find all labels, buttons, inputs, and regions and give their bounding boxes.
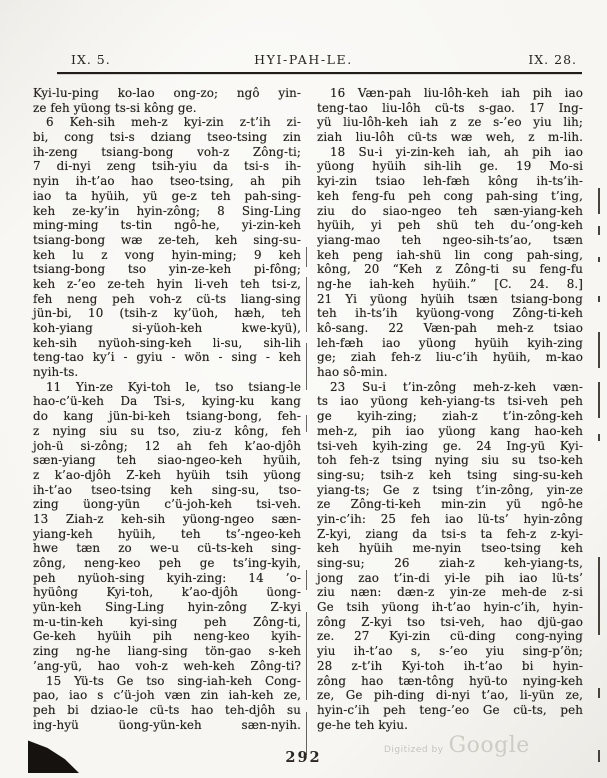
text-line: 11 Yin-ze Kyi-toh le, tso tsiang-le: [46, 379, 301, 394]
column-divider-dash: [306, 570, 307, 590]
text-line: hao sô-min.: [317, 365, 388, 380]
text-line: ge-he teh kyiu.: [317, 717, 409, 732]
text-line: joh-ü si-zông; 12 ah feh k’ao-djôh: [33, 438, 301, 453]
page-edge-dash: [598, 332, 600, 368]
text-line: peh nyüoh-sing kyih-zing: 14 ’o-: [33, 570, 301, 585]
text-line: ge; ziah feh-z liu-c’ih hyüih, m-kao: [317, 350, 583, 365]
text-line: teng-tao ky’i - gyiu - wön - sing - keh: [33, 350, 301, 365]
column-divider-dash: [306, 343, 307, 390]
text-line: yiang-ts; Ge z tsing t’in-zông, yin-ze: [317, 482, 583, 497]
text-line: ge kyih-zing; ziah-z t’in-zông-keh: [317, 409, 583, 424]
text-line: koh-yiang si-yüoh-keh kwe-kyü),: [33, 321, 301, 335]
text-line: 21 Yi yüong hyüih tsæn tsiang-bong: [317, 291, 583, 306]
left-text-column: [33, 86, 301, 732]
text-line: peh bi dziao-le cü-ts hao teh-djôh su: [33, 702, 301, 717]
text-line: keh z-’eo ze-teh hyin li-veh teh tsi-z,: [33, 276, 301, 291]
text-line: ze Zông-ti-keh min-zin yü ngô-he: [317, 497, 583, 512]
watermark-prefix-text: Digitized by: [384, 745, 444, 755]
google-logo-watermark: Google: [448, 733, 530, 758]
right-text-column: [317, 86, 583, 732]
text-line: hwe tæn zo we-u cü-ts-keh sing-: [33, 541, 301, 556]
text-line: tsiang-bong tso yin-ze-keh pi-fông;: [33, 262, 301, 277]
text-line: hyüông Kyi-toh, k’ao-djôh üong-: [33, 585, 301, 600]
chapter-verse-ref-right: IX. 28.: [528, 52, 577, 67]
book-title: HYI-PAH-LE.: [254, 52, 353, 67]
column-divider-dash: [306, 247, 307, 267]
text-line: 18 Su-i yi-zin-keh iah, ah pih iao: [330, 144, 583, 159]
text-line: Ge tsih yüong ih-t’ao hyin-c’ih, hyin-: [317, 600, 583, 615]
text-line: sing-su; 26 ziah-z keh-yiang-ts,: [317, 556, 583, 570]
text-line: zông hao tæn-tông hyü-to nying-keh: [317, 673, 583, 688]
text-line: ze, Ge pih-ding di-nyi t’ao, li-yün ze,: [317, 688, 583, 703]
text-line: 28 z-t’ih Kyi-toh ih-t’ao bi hyin-: [317, 658, 583, 673]
text-line: keh feng-fu peh cong pah-sing t’ing,: [317, 188, 583, 203]
text-line: toh feh-z tsing nying siu su tso-keh: [317, 453, 583, 468]
text-line: meh-z, pih iao yüong kang hao-keh: [317, 423, 583, 438]
text-line: yün-keh Sing-Ling hyin-zông Z-kyi: [33, 600, 301, 615]
text-line: teh ih-ts’ih kyüong-vong Zông-ti-keh: [317, 306, 583, 321]
page-edge-dash: [598, 188, 600, 214]
text-line: feh neng peh voh-z cü-ts liang-sing: [33, 291, 301, 306]
text-line: nyin ih-t’ao hao tseo-tsing, ah pih: [33, 174, 301, 189]
text-line: ziu do siao-ngeo teh sæn-yiang-keh: [317, 203, 583, 218]
text-line: ’ang-yü, hao voh-z weh-keh Zông-ti?: [33, 658, 301, 673]
page-edge-dash: [598, 296, 600, 302]
text-line: tsi-veh kyih-zing ge. 24 Ing-yü Kyi-: [317, 438, 583, 453]
text-line: yin-c’ih: 25 feh iao lü-ts’ hyin-zông: [317, 511, 583, 526]
text-line: keh ze-ky’in hyin-zông; 8 Sing-Ling: [33, 203, 301, 218]
text-line: yü liu-lôh-keh iah z ze s-’eo yiu lih;: [317, 115, 583, 130]
text-line: yüong hyüih sih-lih ge. 19 Mo-si: [317, 159, 583, 174]
text-line: leh-fæh iao yüong hyüih kyih-zing: [317, 335, 583, 350]
text-line: ih-t’ao tseo-tsing keh sing-su, tso-: [33, 482, 301, 497]
text-line: iao ta hyüih, yü ge-z teh pah-sing-: [33, 188, 301, 203]
text-line: zông, neng-keo peh ge ts’ing-kyih,: [33, 556, 301, 570]
text-line: jün-bi, 10 (tsih-z ky’üoh, hæh, teh: [33, 306, 301, 321]
text-line: 13 Ziah-z keh-sih yüong-ngeo sæn-: [33, 511, 301, 526]
text-line: z k’ao-djôh Z-keh hyüih tsih yüong: [33, 467, 301, 482]
header-rule: [57, 72, 582, 74]
text-line: m-u-tin-keh kyi-sing peh Zông-ti,: [33, 614, 301, 629]
text-line: pao, iao s c’ü-joh væn zin iah-keh ze,: [33, 688, 301, 703]
text-line: zing üong-yün c’ü-joh-keh tsi-veh.: [33, 497, 301, 512]
text-line: ih-zeng tsiang-bong voh-z Zông-ti;: [33, 144, 301, 159]
text-line: hyin-c’ih peh teng-’eo Ge cü-ts, peh: [317, 702, 583, 717]
text-line: ing-hyü üong-yün-keh sæn-nyih.: [33, 717, 301, 732]
text-line: Kyi-lu-ping ko-lao ong-zo; ngô yin-: [33, 86, 301, 100]
text-line: do kang jün-bi-keh tsiang-bong, feh-: [33, 409, 301, 424]
text-line: ts iao yüong keh-yiang-ts tsi-veh peh: [317, 394, 583, 409]
text-line: 7 di-nyi zeng tsih-yiu da tsi-s ih-: [33, 159, 301, 174]
text-line: keh lu z vong hyin-ming; 9 keh: [33, 247, 301, 262]
text-line: kô-sang. 22 Væn-pah meh-z tsiao: [317, 321, 583, 335]
text-line: zông Z-kyi tso tsi-veh, hao djü-gao: [317, 614, 583, 629]
text-line: 23 Su-i t’in-zông meh-z-keh væn-: [330, 379, 583, 394]
text-line: teng-tao liu-lôh cü-ts s-gao. 17 Ing-: [317, 100, 583, 115]
page-edge-dash: [598, 434, 600, 441]
text-line: 16 Væn-pah liu-lôh-keh iah pih iao: [330, 86, 583, 100]
text-line: zing ng-he liang-sing tön-gao s-keh: [33, 644, 301, 659]
text-line: ziu næn: dæn-z yin-ze meh-de z-si: [317, 585, 583, 600]
page-edge-dash: [598, 382, 600, 418]
text-line: sing-su; tsih-z keh tsing sing-su-keh: [317, 467, 583, 482]
page-edge-dash: [598, 557, 600, 635]
text-line: 15 Yü-ts Ge tso sing-iah-keh Cong-: [46, 673, 301, 688]
text-line: hao-c’ü-keh Da Tsi-s, kying-ku kang: [33, 394, 301, 409]
text-line: keh-sih nyüoh-sing-keh li-su, sih-lih: [33, 335, 301, 350]
text-line: 6 Keh-sih meh-z kyi-zin z-t’ih zi-: [46, 115, 301, 130]
text-line: Z-kyi, ziang da tsi-s ta feh-z z-kyi-: [317, 526, 583, 541]
page-edge-dash: [598, 257, 600, 262]
chapter-verse-ref-left: IX. 5.: [71, 52, 111, 67]
text-line: yiang-mao teh ngeo-sih-ts’ao, tsæn: [317, 232, 583, 247]
text-line: kyi-zin tsiao leh-fæh kông ih-ts’ih-: [317, 174, 583, 189]
text-line: ming-ming ts-tin ngô-he, yi-zin-keh: [33, 218, 301, 233]
text-line: ziah liu-lôh cü-ts wæ weh, z m-lih.: [317, 130, 583, 145]
text-line: ze feh yüong ts-si kông ge.: [33, 100, 197, 115]
column-divider-dash: [306, 415, 307, 432]
text-line: ng-he iah-keh hyüih.” [C. 24. 8.]: [317, 276, 583, 291]
text-line: nyih-ts.: [33, 365, 79, 380]
text-line: keh hyüih me-nyin tseo-tsing keh: [317, 541, 583, 556]
column-divider-dash: [306, 612, 307, 700]
digitization-watermark: [384, 733, 530, 758]
text-line: tsiang-bong wæ ze-teh, keh sing-su-: [33, 232, 301, 247]
page-edge-dash: [598, 226, 600, 235]
text-line: yiu ih-t’ao s, s-’eo yiu sing-p’ön;: [317, 644, 583, 659]
text-line: sæn-yiang teh siao-ngeo-keh hyüih,: [33, 453, 301, 468]
text-line: Ge-keh hyüih pih neng-keo kyih-: [33, 629, 301, 644]
text-line: bi, cong tsi-s dziang tseo-tsing zin: [33, 130, 301, 145]
text-line: keh peng iah-shü lin cong pah-sing,: [317, 247, 583, 262]
text-line: jong zao t’in-di yi-le pih iao lü-ts’: [317, 570, 583, 585]
page-number: 292: [285, 749, 322, 766]
text-line: kông, 20 “Keh z Zông-ti su feng-fu: [317, 262, 583, 277]
text-line: ze. 27 Kyi-zin cü-ding cong-nying: [317, 629, 583, 644]
column-divider-dash: [306, 277, 307, 332]
text-line: hyüih, yi peh shü teh du-’ong-keh: [317, 218, 583, 233]
page-edge-dash: [598, 688, 600, 698]
text-line: z nying siu su tso, ziu-z kông, feh: [33, 423, 301, 438]
page-header: [0, 52, 607, 68]
text-line: yiang-keh hyüih, teh ts’-ngeo-keh: [33, 526, 301, 541]
